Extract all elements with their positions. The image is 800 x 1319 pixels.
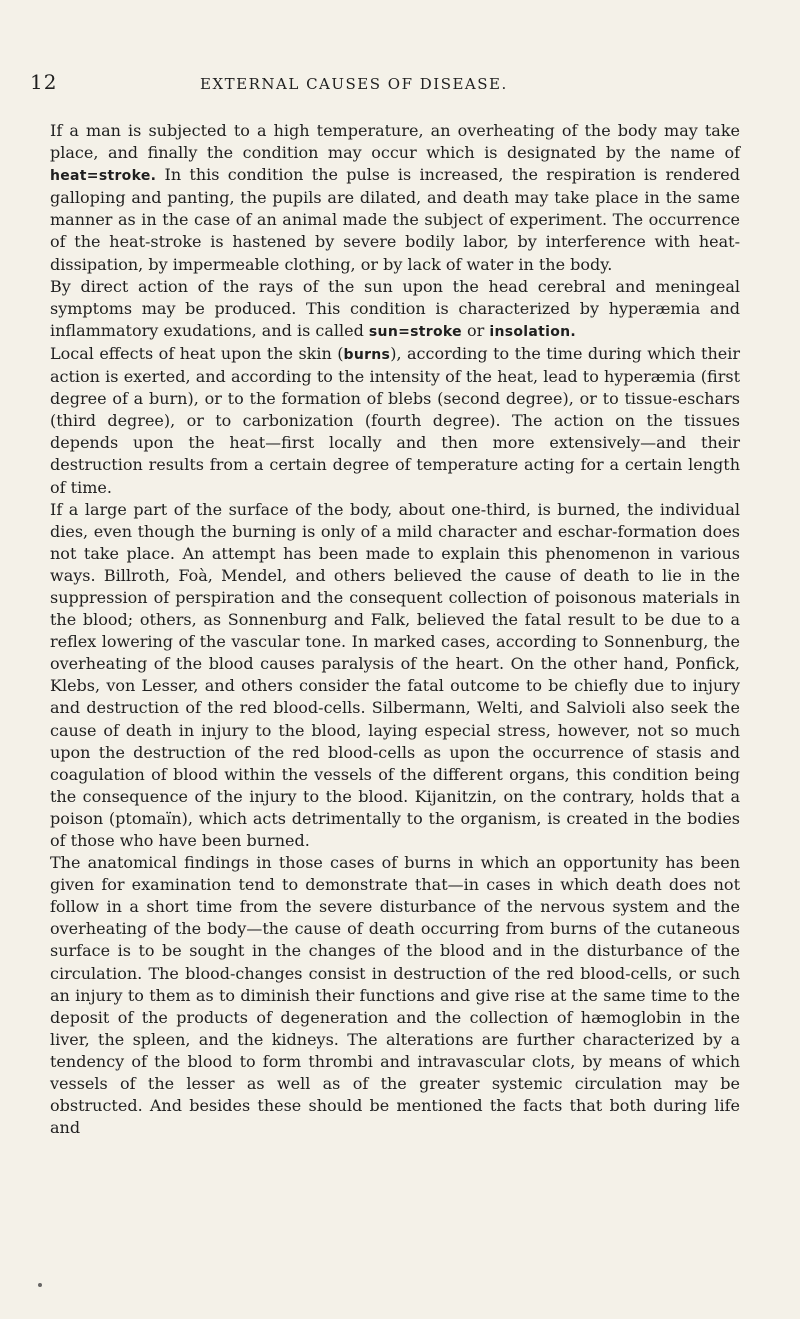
term-heat-stroke: heat=stroke. bbox=[50, 168, 157, 185]
paragraph-sun-stroke bbox=[50, 276, 740, 343]
paragraph-anatomical-findings: The anatomical findings in those cases of burns in which an opportunity has been given for examination tend to demonstrate that—in cases in which death does not follow in a short time from the severe disturbance of the nervous system and the overheating of the body—the cause of death occurring from burns of the cutaneous surface is to be sought in the changes of the blood and in the disturbance of the circulation. The blood-changes consist in destruction of the red blood-cells, or such an injury to them as to diminish their functions and give rise at the same time to the deposit of the products of degeneration and the collection of hæmoglobin in the liver, the spleen, and the kidneys. The alterations are further characterized by a tendency of the blood to form thrombi and intravascular clots, by means of which vessels of the lesser as well as of the greater systemic circulation may be obstructed. And besides these should be mentioned the facts that both during life and bbox=[50, 853, 740, 1138]
paragraph-death-theories: If a large part of the surface of the body, about one-third, is burned, the individual dies, even though the burning is only of a mild character and eschar-formation does not take place. An attempt has been made to explain this phenomenon in various ways. Billroth, Foà, Mendel, and others believed the cause of death to lie in the suppression of perspiration and the consequent collection of poisonous materials in the blood; others, as Sonnenburg and Falk, believed the fatal result to be due to a reflex lowering of the vascular tone. In marked cases, according to Sonnenburg, the overheating of the blood causes paralysis of the heart. On the other hand, Ponfick, Klebs, von Lesser, and others consider the fatal outcome to be chiefly due to injury and destruction of the red blood-cells. Silbermann, Welti, and Salvioli also seek the cause of death in injury to the blood, laying especial stress, however, not so much upon the destruction of the red blood-cells as upon the occurrence of stasis and coagulation of blood within the vessels of the different organs, this condition being the consequence of the injury to the blood. Kijanitzin, on the contrary, holds that a poison (ptomaïn), which acts detrimentally to the organism, is created in the bodies of those who have been burned. bbox=[50, 499, 740, 850]
page-number: 12 bbox=[30, 70, 58, 94]
page-header bbox=[30, 70, 770, 110]
paragraph-text: or bbox=[461, 320, 490, 340]
paragraph-text: In this condition the pulse is increased, the respiration is rendered galloping and panting, the pupils are dilated, and death may take place in the same manner as in the case of an animal made the subject of experiment. The occurrence of the heat-stroke is hastened by severe bodily labor, by interference with heat-dissipation, by impermeable clothing, or by lack of water in the body. bbox=[50, 165, 740, 274]
term-sun-stroke: sun=stroke bbox=[368, 323, 462, 340]
paragraph-text: If a man is subjected to a high temperature, an overheating of the body may take place, and finally the condition may occur which is designated by the name of bbox=[50, 121, 740, 163]
paragraph-text: ), according to the time during which their action is exerted, and according to the intensity of the heat, lead to hyperæmia (first degree of a burn), or to the formation of blebs (second degree), or to tissue-eschars (third degree), or to carbonization (fourth degree). The action on the tissues depends upon the heat—first locally and then more extensively—and their destruction results from a certain degree of temperature acting for a certain length of time. bbox=[50, 343, 741, 497]
running-head: EXTERNAL CAUSES OF DISEASE. bbox=[200, 75, 508, 93]
paragraph-heat-stroke bbox=[50, 120, 740, 276]
paragraph-text: Local effects of heat upon the skin ( bbox=[50, 343, 344, 363]
ink-speck bbox=[38, 1283, 42, 1287]
paragraph-burns bbox=[50, 343, 740, 499]
paragraph-text: By direct action of the rays of the sun upon the head cerebral and meningeal symptoms may be produced. This condition is characterized by hyperæmia and inflammatory exudations, and is called bbox=[50, 276, 740, 340]
body-text bbox=[50, 120, 740, 1139]
term-burns: burns bbox=[343, 346, 391, 363]
term-insolation: insolation. bbox=[489, 323, 577, 340]
